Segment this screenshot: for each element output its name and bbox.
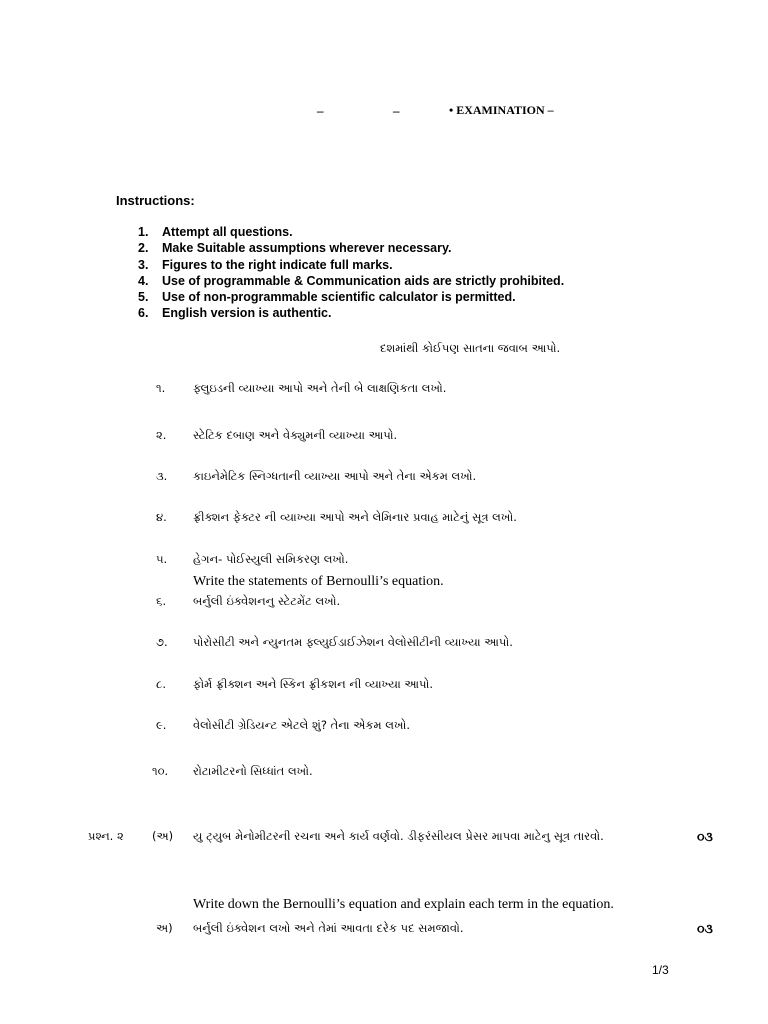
q1-item-text: ફ્લુઇડની વ્યાખ્યા આપો અને તેની બે લાક્ષણિકતા લખો. xyxy=(193,381,447,395)
q1-item-number: ૬. xyxy=(156,594,167,608)
instruction-number: 3. xyxy=(138,257,149,272)
q1-item-text: બર્નુલી ઇંક્વેશનનુ સ્ટેટમેંટ લખો. xyxy=(193,594,341,608)
q1-item-number: ૩. xyxy=(156,469,168,483)
page-number: 1/3 xyxy=(652,963,669,977)
exam-title: • EXAMINATION – xyxy=(449,103,554,117)
instruction-item xyxy=(138,305,564,321)
q1-item-text: સ્ટેટિક દબાણ અને વેક્યુમની વ્યાખ્યા આપો. xyxy=(193,428,398,442)
instruction-number: 1. xyxy=(138,225,149,239)
instruction-text: Use of programmable & Communication aids are strictly prohibited. xyxy=(162,273,565,288)
instruction-text: Figures to the right indicate full marks. xyxy=(162,257,393,272)
q1-item-text: ફ્રીક્શન ફેક્ટર ની વ્યાખ્યા આપો અને લેમિનાર પ્રવાહ માટેનું સૂત્ર લખો. xyxy=(193,510,517,524)
q1-item-text: ફોર્મ ફ્રીક્શન અને સ્કિન ફ્રીકશન ની વ્યાખ્યા આપો. xyxy=(193,677,434,691)
instruction-text: Attempt all questions. xyxy=(162,225,293,239)
instruction-item xyxy=(138,240,564,256)
q1-item-number: ૫. xyxy=(156,552,168,566)
q1-item-number: ૪. xyxy=(156,510,167,524)
instruction-number: 2. xyxy=(138,241,149,256)
instruction-item xyxy=(138,224,564,240)
q1-item-number: ૭. xyxy=(156,635,168,649)
instruction-number: 5. xyxy=(138,290,149,305)
q1-item-number: ૧. xyxy=(156,381,166,395)
instruction-number: 4. xyxy=(138,273,149,288)
instruction-item xyxy=(138,273,564,289)
q2-part-a-label: (અ) xyxy=(152,829,174,843)
q1-item-text: કાઇનેમેટિક સ્નિગ્ધતાની વ્યાખ્યા આપો અને તેના એકમ લખો. xyxy=(193,469,477,483)
q2-part-b-text: બર્નુલી ઇંક્વેશન લખો અને તેમાં આવતા દરેક પદ સમજાવો. xyxy=(193,921,464,935)
q2-part-b-marks: ૦૩ xyxy=(697,921,713,936)
q1-item-text: પોરોસીટી અને ન્યુનતમ ફ્લ્યુઈડાઈઝેશન વેલોસીટીની વ્યાખ્યા આપો. xyxy=(193,635,513,649)
q2-label: પ્રશ્ન. ૨ xyxy=(88,829,124,843)
header-dash-1: – xyxy=(317,103,324,118)
q1-item-text: રોટામીટરનો સિધ્ધાંત લખો. xyxy=(193,764,313,778)
instruction-number: 6. xyxy=(138,306,149,321)
instruction-item xyxy=(138,289,564,305)
q1-item-number: ૨. xyxy=(156,428,167,442)
q2-part-a-text: યુ ટ્યુબ મેનોમીટરની રચના અને કાર્ય વર્ણવો. ડીફરંસીયલ પ્રેસર માપવા માટેનુ સૂત્ર તારવો. xyxy=(193,829,604,843)
instruction-text: Make Suitable assumptions wherever necessary. xyxy=(162,241,452,256)
header-dash-2: – xyxy=(393,103,400,118)
instruction-text: Use of non-programmable scientific calculator is permitted. xyxy=(162,290,516,305)
q1-item-number: ૮. xyxy=(156,677,166,691)
q1-item-text: હેગન- પોઈસ્યુલી સમિકરણ લખો. xyxy=(193,552,349,566)
instructions-list xyxy=(138,224,564,322)
q1-item-number: ૯. xyxy=(156,718,167,732)
q2-part-a-marks: ૦૩ xyxy=(697,829,713,844)
instructions-heading: Instructions: xyxy=(116,193,195,208)
q1-directive: દશમાંથી કોઈપણ સાતના જવાબ આપો. xyxy=(380,341,561,355)
q1-item-number: ૧૦. xyxy=(152,764,169,778)
q2-part-b-label: અ) xyxy=(156,921,173,935)
instruction-text: English version is authentic. xyxy=(162,306,332,321)
q1-item-text: વેલોસીટી ગ્રેડિયન્ટ એટલે શું? તેના એકમ લખો. xyxy=(193,718,410,732)
q1-english-line: Write the statements of Bernoulli’s equation. xyxy=(193,574,444,589)
q2-english-line: Write down the Bernoulli’s equation and explain each term in the equation. xyxy=(193,897,614,912)
instruction-item xyxy=(138,257,564,273)
